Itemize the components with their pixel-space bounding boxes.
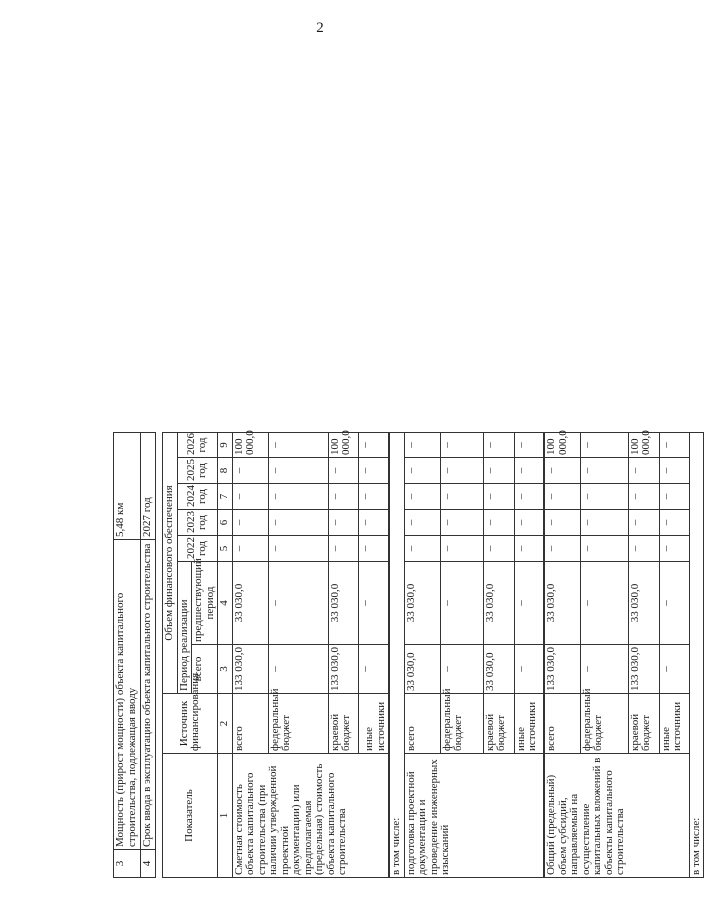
- value-cell: –: [440, 458, 483, 484]
- value-cell: –: [358, 433, 389, 458]
- table-row: [689, 433, 704, 878]
- passport-row: [114, 433, 141, 878]
- value-cell: –: [580, 510, 628, 536]
- value-cell: –: [580, 562, 628, 645]
- value-cell: –: [404, 458, 440, 484]
- value-cell: –: [544, 510, 580, 536]
- table-row: [404, 433, 440, 878]
- col-num: 7: [218, 484, 233, 510]
- value-cell: 133 030,0: [544, 645, 580, 694]
- header-period: Период реализации: [177, 562, 192, 694]
- value-cell: –: [232, 484, 268, 510]
- value-cell: 100 000,0: [628, 433, 659, 458]
- col-num: 5: [218, 536, 233, 562]
- passport-table: [113, 432, 156, 878]
- value-cell: 100 000,0: [232, 433, 268, 458]
- value-cell: –: [232, 536, 268, 562]
- value-cell: –: [659, 458, 689, 484]
- value-cell: –: [358, 645, 389, 694]
- page-number: 2: [316, 20, 324, 36]
- source-cell: федеральный бюджет: [268, 694, 328, 754]
- col-num: 6: [218, 510, 233, 536]
- value-cell: –: [358, 458, 389, 484]
- value-cell: –: [628, 510, 659, 536]
- source-cell: краевой бюджет: [483, 694, 514, 754]
- source-cell: краевой бюджет: [628, 694, 659, 754]
- value-cell: –: [268, 433, 328, 458]
- source-cell: федеральный бюджет: [580, 694, 628, 754]
- source-cell: иные источники: [514, 694, 544, 754]
- value-cell: –: [514, 536, 544, 562]
- value-cell: –: [440, 433, 483, 458]
- table-row: [232, 433, 268, 878]
- source-cell: краевой бюджет: [328, 694, 358, 754]
- value-cell: –: [268, 484, 328, 510]
- table-row: [544, 433, 580, 878]
- value-cell: –: [268, 458, 328, 484]
- value-cell: 33 030,0: [544, 562, 580, 645]
- value-cell: –: [358, 536, 389, 562]
- value-cell: 133 030,0: [328, 645, 358, 694]
- value-cell: –: [628, 536, 659, 562]
- passport-value: 2027 год: [141, 433, 156, 540]
- value-cell: –: [659, 484, 689, 510]
- value-cell: –: [440, 645, 483, 694]
- value-cell: –: [358, 562, 389, 645]
- value-cell: –: [268, 645, 328, 694]
- value-cell: –: [483, 484, 514, 510]
- indicator-cell: Общий (предельный) объем субсидий, направляемый на осуществление капитальных вложений в объекты капитального строительства: [544, 754, 689, 878]
- value-cell: –: [328, 510, 358, 536]
- source-cell: всего: [232, 694, 268, 754]
- value-cell: –: [440, 510, 483, 536]
- value-cell: –: [514, 562, 544, 645]
- value-cell: 33 030,0: [404, 645, 440, 694]
- header-total: всего: [192, 645, 218, 694]
- value-cell: –: [514, 510, 544, 536]
- col-num: 9: [218, 433, 233, 458]
- source-cell: федеральный бюджет: [440, 694, 483, 754]
- indicator-cell: подготовка проектной документации и проведение инженерных изысканий: [404, 754, 544, 878]
- col-num: 3: [218, 645, 233, 694]
- section-label: в том числе:: [389, 433, 404, 878]
- financing-table: [162, 432, 704, 878]
- rotated-page-content: [113, 38, 702, 878]
- value-cell: 33 030,0: [483, 562, 514, 645]
- value-cell: –: [628, 484, 659, 510]
- header-volume: Объем финансового обеспечения: [163, 433, 178, 694]
- passport-num: 4: [141, 850, 156, 878]
- value-cell: –: [514, 484, 544, 510]
- header-2022: 2022 год: [177, 536, 218, 562]
- value-cell: –: [404, 484, 440, 510]
- value-cell: –: [514, 433, 544, 458]
- header-prev: предшествующий период: [192, 562, 218, 645]
- passport-label: Мощность (прирост мощности) объекта капитального строительства, подлежащая вводу: [114, 540, 141, 850]
- value-cell: –: [659, 562, 689, 645]
- column-numbers-row: [218, 433, 233, 878]
- col-num: 8: [218, 458, 233, 484]
- value-cell: –: [514, 458, 544, 484]
- passport-value: 5,48 км: [114, 433, 141, 540]
- passport-row: [141, 433, 156, 878]
- value-cell: –: [440, 536, 483, 562]
- value-cell: 133 030,0: [628, 645, 659, 694]
- value-cell: –: [659, 645, 689, 694]
- header-2025: 2025 год: [177, 458, 218, 484]
- passport-num: 3: [114, 850, 141, 878]
- value-cell: –: [580, 484, 628, 510]
- value-cell: –: [544, 484, 580, 510]
- value-cell: –: [628, 458, 659, 484]
- value-cell: –: [659, 510, 689, 536]
- value-cell: –: [580, 433, 628, 458]
- value-cell: –: [659, 536, 689, 562]
- value-cell: –: [580, 536, 628, 562]
- value-cell: –: [232, 458, 268, 484]
- value-cell: 100 000,0: [328, 433, 358, 458]
- value-cell: –: [483, 510, 514, 536]
- value-cell: 33 030,0: [328, 562, 358, 645]
- value-cell: 33 030,0: [232, 562, 268, 645]
- header-2026: 2026 год: [177, 433, 218, 458]
- value-cell: –: [268, 510, 328, 536]
- value-cell: –: [268, 536, 328, 562]
- source-cell: всего: [404, 694, 440, 754]
- col-num: 1: [218, 754, 233, 878]
- value-cell: 33 030,0: [628, 562, 659, 645]
- header-2023: 2023 год: [177, 510, 218, 536]
- value-cell: –: [268, 562, 328, 645]
- value-cell: –: [440, 484, 483, 510]
- value-cell: –: [483, 458, 514, 484]
- source-cell: иные источники: [358, 694, 389, 754]
- value-cell: –: [483, 536, 514, 562]
- header-2024: 2024 год: [177, 484, 218, 510]
- value-cell: –: [580, 645, 628, 694]
- col-num: 4: [218, 562, 233, 645]
- value-cell: –: [514, 645, 544, 694]
- value-cell: –: [358, 484, 389, 510]
- value-cell: –: [328, 484, 358, 510]
- value-cell: –: [580, 458, 628, 484]
- source-cell: иные источники: [659, 694, 689, 754]
- value-cell: –: [404, 510, 440, 536]
- value-cell: –: [328, 536, 358, 562]
- value-cell: –: [544, 458, 580, 484]
- passport-label: Срок ввода в эксплуатацию объекта капитального строительства: [141, 540, 156, 850]
- indicator-cell: Сметная стоимость объекта капитального строительства (при наличии утвержденной проектной документации) или предполагаемая (предельная) стоимость объекта капитального строительства: [232, 754, 389, 878]
- header-source: Источник финансирования: [163, 694, 218, 754]
- header-indicator: Показатель: [163, 754, 218, 878]
- value-cell: –: [544, 536, 580, 562]
- value-cell: –: [232, 510, 268, 536]
- table-row: [389, 433, 404, 878]
- value-cell: –: [659, 433, 689, 458]
- section-label: в том числе:: [689, 433, 704, 878]
- value-cell: –: [358, 510, 389, 536]
- value-cell: 100 000,0: [544, 433, 580, 458]
- source-cell: всего: [544, 694, 580, 754]
- value-cell: –: [440, 562, 483, 645]
- value-cell: 33 030,0: [404, 562, 440, 645]
- value-cell: –: [483, 433, 514, 458]
- col-num: 2: [218, 694, 233, 754]
- value-cell: –: [404, 536, 440, 562]
- value-cell: –: [328, 458, 358, 484]
- value-cell: 133 030,0: [232, 645, 268, 694]
- value-cell: 33 030,0: [483, 645, 514, 694]
- value-cell: –: [404, 433, 440, 458]
